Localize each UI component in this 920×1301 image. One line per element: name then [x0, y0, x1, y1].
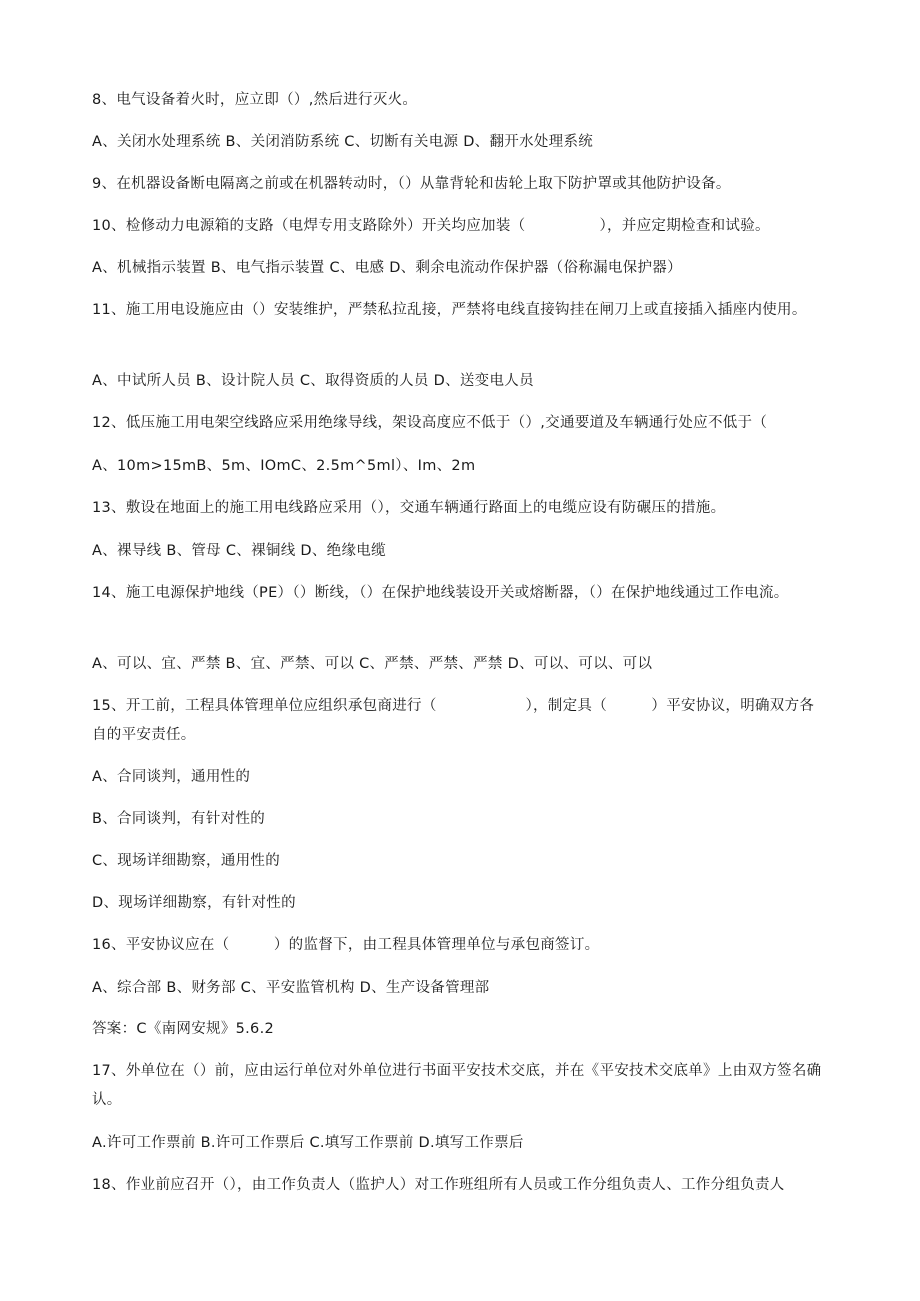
question-15-option-d: D、现场详细勘察，有针对性的 — [92, 895, 296, 911]
question-11-options: A、中试所人员 B、设计院人员 C、取得资质的人员 D、送变电人员 — [92, 373, 534, 389]
question-15-option-b: B、合同谈判，有针对性的 — [92, 811, 266, 827]
question-14-options: A、可以、宜、严禁 B、宜、严禁、可以 C、严禁、严禁、严禁 D、可以、可以、可以 — [92, 656, 653, 672]
question-9: 9、在机器设备断电隔离之前或在机器转动时，（）从靠背轮和齿轮上取下防护罩或其他防护设备。 — [92, 176, 731, 192]
question-11: 11、施工用电设施应由（）安装维护，严禁私拉乱接，严禁将电线直接钩挂在闸刀上或直接插入插座内使用。 — [92, 302, 807, 318]
question-8: 8、电气设备着火时，应立即（）,然后进行灭火。 — [92, 92, 418, 108]
question-16-answer: 答案：C《南网安规》5.6.2 — [92, 1021, 275, 1037]
question-16-options: A、综合部 B、财务部 C、平安监管机构 D、生产设备管理部 — [92, 980, 490, 996]
question-10: 10、检修动力电源箱的支路（电焊专用支路除外）开关均应加装（ ），并应定期检查和试验。 — [92, 218, 770, 234]
question-13: 13、敷设在地面上的施工用电线路应采用（），交通车辆通行路面上的电缆应设有防碾压的措施。 — [92, 500, 726, 516]
question-12: 12、低压施工用电架空线路应采用绝缘导线，架设高度应不低于（）,交通要道及车辆通行处应不低于（ — [92, 415, 768, 431]
question-15: 15、开工前，工程具体管理单位应组织承包商进行（ ），制定具（ ）平安协议，明确双方各自的平安责任。 — [92, 698, 815, 743]
question-14: 14、施工电源保护地线（PE）（）断线，（）在保护地线装设开关或熔断器，（）在保护地线通过工作电流。 — [92, 585, 789, 601]
question-8-options: A、关闭水处理系统 B、关闭消防系统 C、切断有关电源 D、翻开水处理系统 — [92, 134, 594, 150]
question-17-options: A.许可工作票前 B.许可工作票后 C.填写工作票前 D.填写工作票后 — [92, 1135, 524, 1151]
question-12-options: A、10m>15mB、5m、IOmC、2.5m^5ml）、Im、2m — [92, 458, 476, 474]
question-17: 17、外单位在（）前，应由运行单位对外单位进行书面平安技术交底，并在《平安技术交底单》上由双方签名确认。 — [92, 1063, 822, 1108]
question-15-option-c: C、现场详细勘察，通用性的 — [92, 853, 281, 869]
question-13-options: A、裸导线 B、管母 C、裸铜线 D、绝缘电缆 — [92, 543, 386, 559]
question-15-option-a: A、合同谈判，通用性的 — [92, 769, 251, 785]
question-16: 16、平安协议应在（ ）的监督下，由工程具体管理单位与承包商签订。 — [92, 937, 600, 953]
question-18: 18、作业前应召开（），由工作负责人（监护人）对工作班组所有人员或工作分组负责人、工作分组负责人 — [92, 1177, 785, 1193]
question-10-options: A、机械指示装置 B、电气指示装置 C、电感 D、剩余电流动作保护器（俗称漏电保护器） — [92, 260, 682, 276]
